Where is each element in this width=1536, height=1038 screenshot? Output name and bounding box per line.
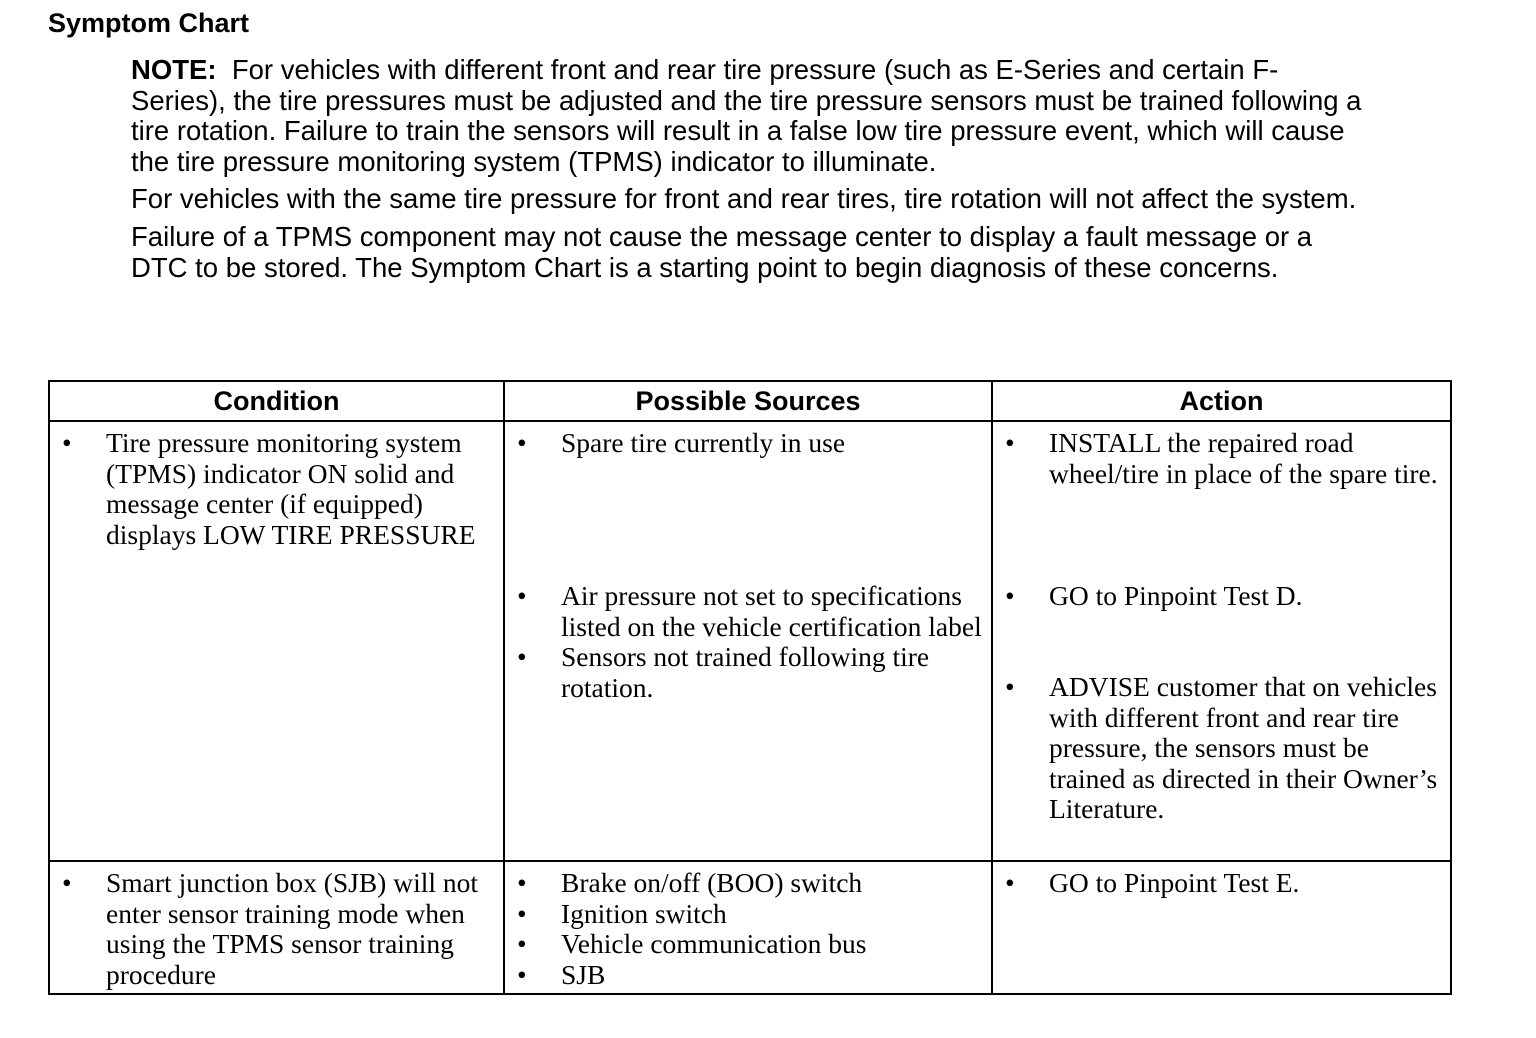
source-item: • Spare tire currently in use <box>515 428 983 581</box>
note-text-1: For vehicles with different front and rear tire pressure (such as E-Series and certain F-Series), the tire pressures must be adjusted and the tire pressure sensors must be trained following a tire rotation. Failure to train the sensors will result in a false low tire pressure event, which will cause the tire pressure monitoring system (TPMS) indicator to illuminate. <box>131 54 1362 177</box>
condition-cell <box>49 421 504 861</box>
table-row <box>49 421 1451 861</box>
action-cell <box>992 861 1451 994</box>
sources-cell <box>504 421 992 861</box>
header-possible-sources: Possible Sources <box>504 381 992 421</box>
header-action: Action <box>992 381 1451 421</box>
header-condition: Condition <box>49 381 504 421</box>
note-block <box>131 55 1371 290</box>
condition-item: • Smart junction box (SJB) will not enter sensor training mode when using the TPMS sensor training procedure <box>60 868 495 990</box>
page-title: Symptom Chart <box>48 8 250 38</box>
source-item: • Air pressure not set to specifications listed on the vehicle certification label <box>515 581 983 642</box>
table-header-row <box>49 381 1451 421</box>
symptom-table <box>48 380 1452 995</box>
source-item: • Ignition switch <box>515 899 983 930</box>
note-paragraph-2: For vehicles with the same tire pressure for front and rear tires, tire rotation will not affect the system. <box>131 183 1357 215</box>
sources-cell <box>504 861 992 994</box>
action-item: • GO to Pinpoint Test D. <box>1003 581 1442 672</box>
source-item: • Sensors not trained following tire rotation. <box>515 642 983 703</box>
source-item: • Vehicle communication bus <box>515 929 983 960</box>
condition-cell <box>49 861 504 994</box>
table-row <box>49 861 1451 994</box>
note-label: NOTE: <box>131 54 217 85</box>
action-item: • GO to Pinpoint Test E. <box>1003 868 1442 899</box>
note-paragraph-1 <box>131 55 1371 177</box>
action-item: • ADVISE customer that on vehicles with different front and rear tire pressure, the sensors must be trained as directed in their Owner’s Literature. <box>1003 672 1442 825</box>
action-item: • INSTALL the repaired road wheel/tire in place of the spare tire. <box>1003 428 1442 581</box>
condition-item: • Tire pressure monitoring system (TPMS) indicator ON solid and message center (if equipped) displays LOW TIRE PRESSURE <box>60 428 495 550</box>
source-item: • Brake on/off (BOO) switch <box>515 868 983 899</box>
source-item: • SJB <box>515 960 983 991</box>
action-cell <box>992 421 1451 861</box>
note-paragraph-3: Failure of a TPMS component may not cause the message center to display a fault message or a DTC to be stored. The Symptom Chart is a starting point to begin diagnosis of these concerns. <box>131 220 1313 283</box>
